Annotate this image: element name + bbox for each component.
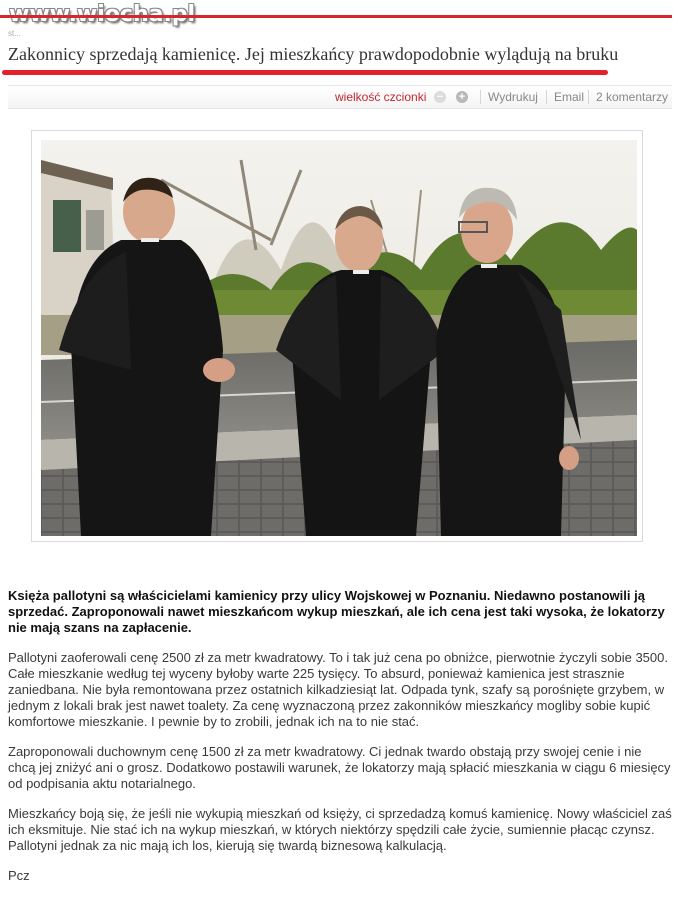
header-rule-top	[0, 15, 672, 18]
article-paragraph: Mieszkańcy boją się, że jeśli nie wykupią mieszkań od księży, ci sprzedadzą komuś kamienicę. Nowy właściciel zaś ich eksmituje. Nie stać ich na wykup mieszkań, w których niektórzy spędzili całe życie, sumiennie płacąc czynsz. Pallotyni jednak za nic mają ich los, kierują się twardą biznesową kalkulacją.	[8, 806, 672, 853]
headline-underline	[2, 70, 608, 75]
plus-circle-icon[interactable]: +	[456, 91, 468, 103]
toolbar-divider	[480, 90, 481, 104]
comments-link[interactable]: 2 komentarzy	[596, 90, 669, 104]
font-size-label: wielkość czcionki	[335, 90, 427, 104]
article-photo-frame	[31, 130, 643, 542]
article-lead: Księża pallotyni są właścicielami kamienicy przy ulicy Wojskowej w Poznaniu. Niedawno postanowili ją sprzedać. Zaproponowali nawet mieszkańcom wykup mieszkań, ale ich cena jest taki wysoka, że lokatorzy nie mają szans na zapłacenie.	[8, 588, 665, 635]
toolbar-divider	[588, 90, 589, 104]
email-link[interactable]: Email	[554, 90, 585, 104]
article-paragraph: Zaproponowali duchownym cenę 1500 zł za metr kwadratowy. Ci jednak twardo obstają przy swojej cenie i nie chcą jej zniżyć ani o grosz. Dodatkowo postawili warunek, że lokatorzy mają spłacić mieszkania w ciągu 6 miesięcy od podpisania aktu notarialnego.	[8, 744, 671, 791]
toolbar-divider	[546, 90, 547, 104]
article-toolbar	[8, 85, 672, 109]
minus-circle-icon[interactable]: −	[434, 91, 446, 103]
article-signature: Pcz	[8, 868, 30, 883]
article-paragraph: Pallotyni zaoferowali cenę 2500 zł za metr kwadratowy. To i tak już cena po obniżce, pierwotnie życzyli sobie 3500. Całe mieszkanie według tej wyceny byłoby warte 225 tysięcy. To absurd, ponieważ kamienica jest strasznie zaniedbana. Nie była remontowana przez ostatnich kilkadziesiąt lat. Odpada tynk, szafy są porośnięte grzybem, w jednym z lokali brak jest nawet toalety. Za cenę wyznaczoną przez zakonników mieszkańcy mogliby sobie kupić komfortowe mieszkanie. I pewnie by to zrobili, jednak ich na to nie stać.	[8, 650, 668, 729]
article-body	[8, 588, 672, 898]
print-link[interactable]: Wydrukuj	[488, 90, 538, 104]
article-headline: Zakonnicy sprzedają kamienicę. Jej mieszkańcy prawdopodobnie wylądują na bruku	[8, 44, 619, 64]
section-tag: st...	[8, 29, 21, 38]
article-photo	[41, 140, 637, 536]
